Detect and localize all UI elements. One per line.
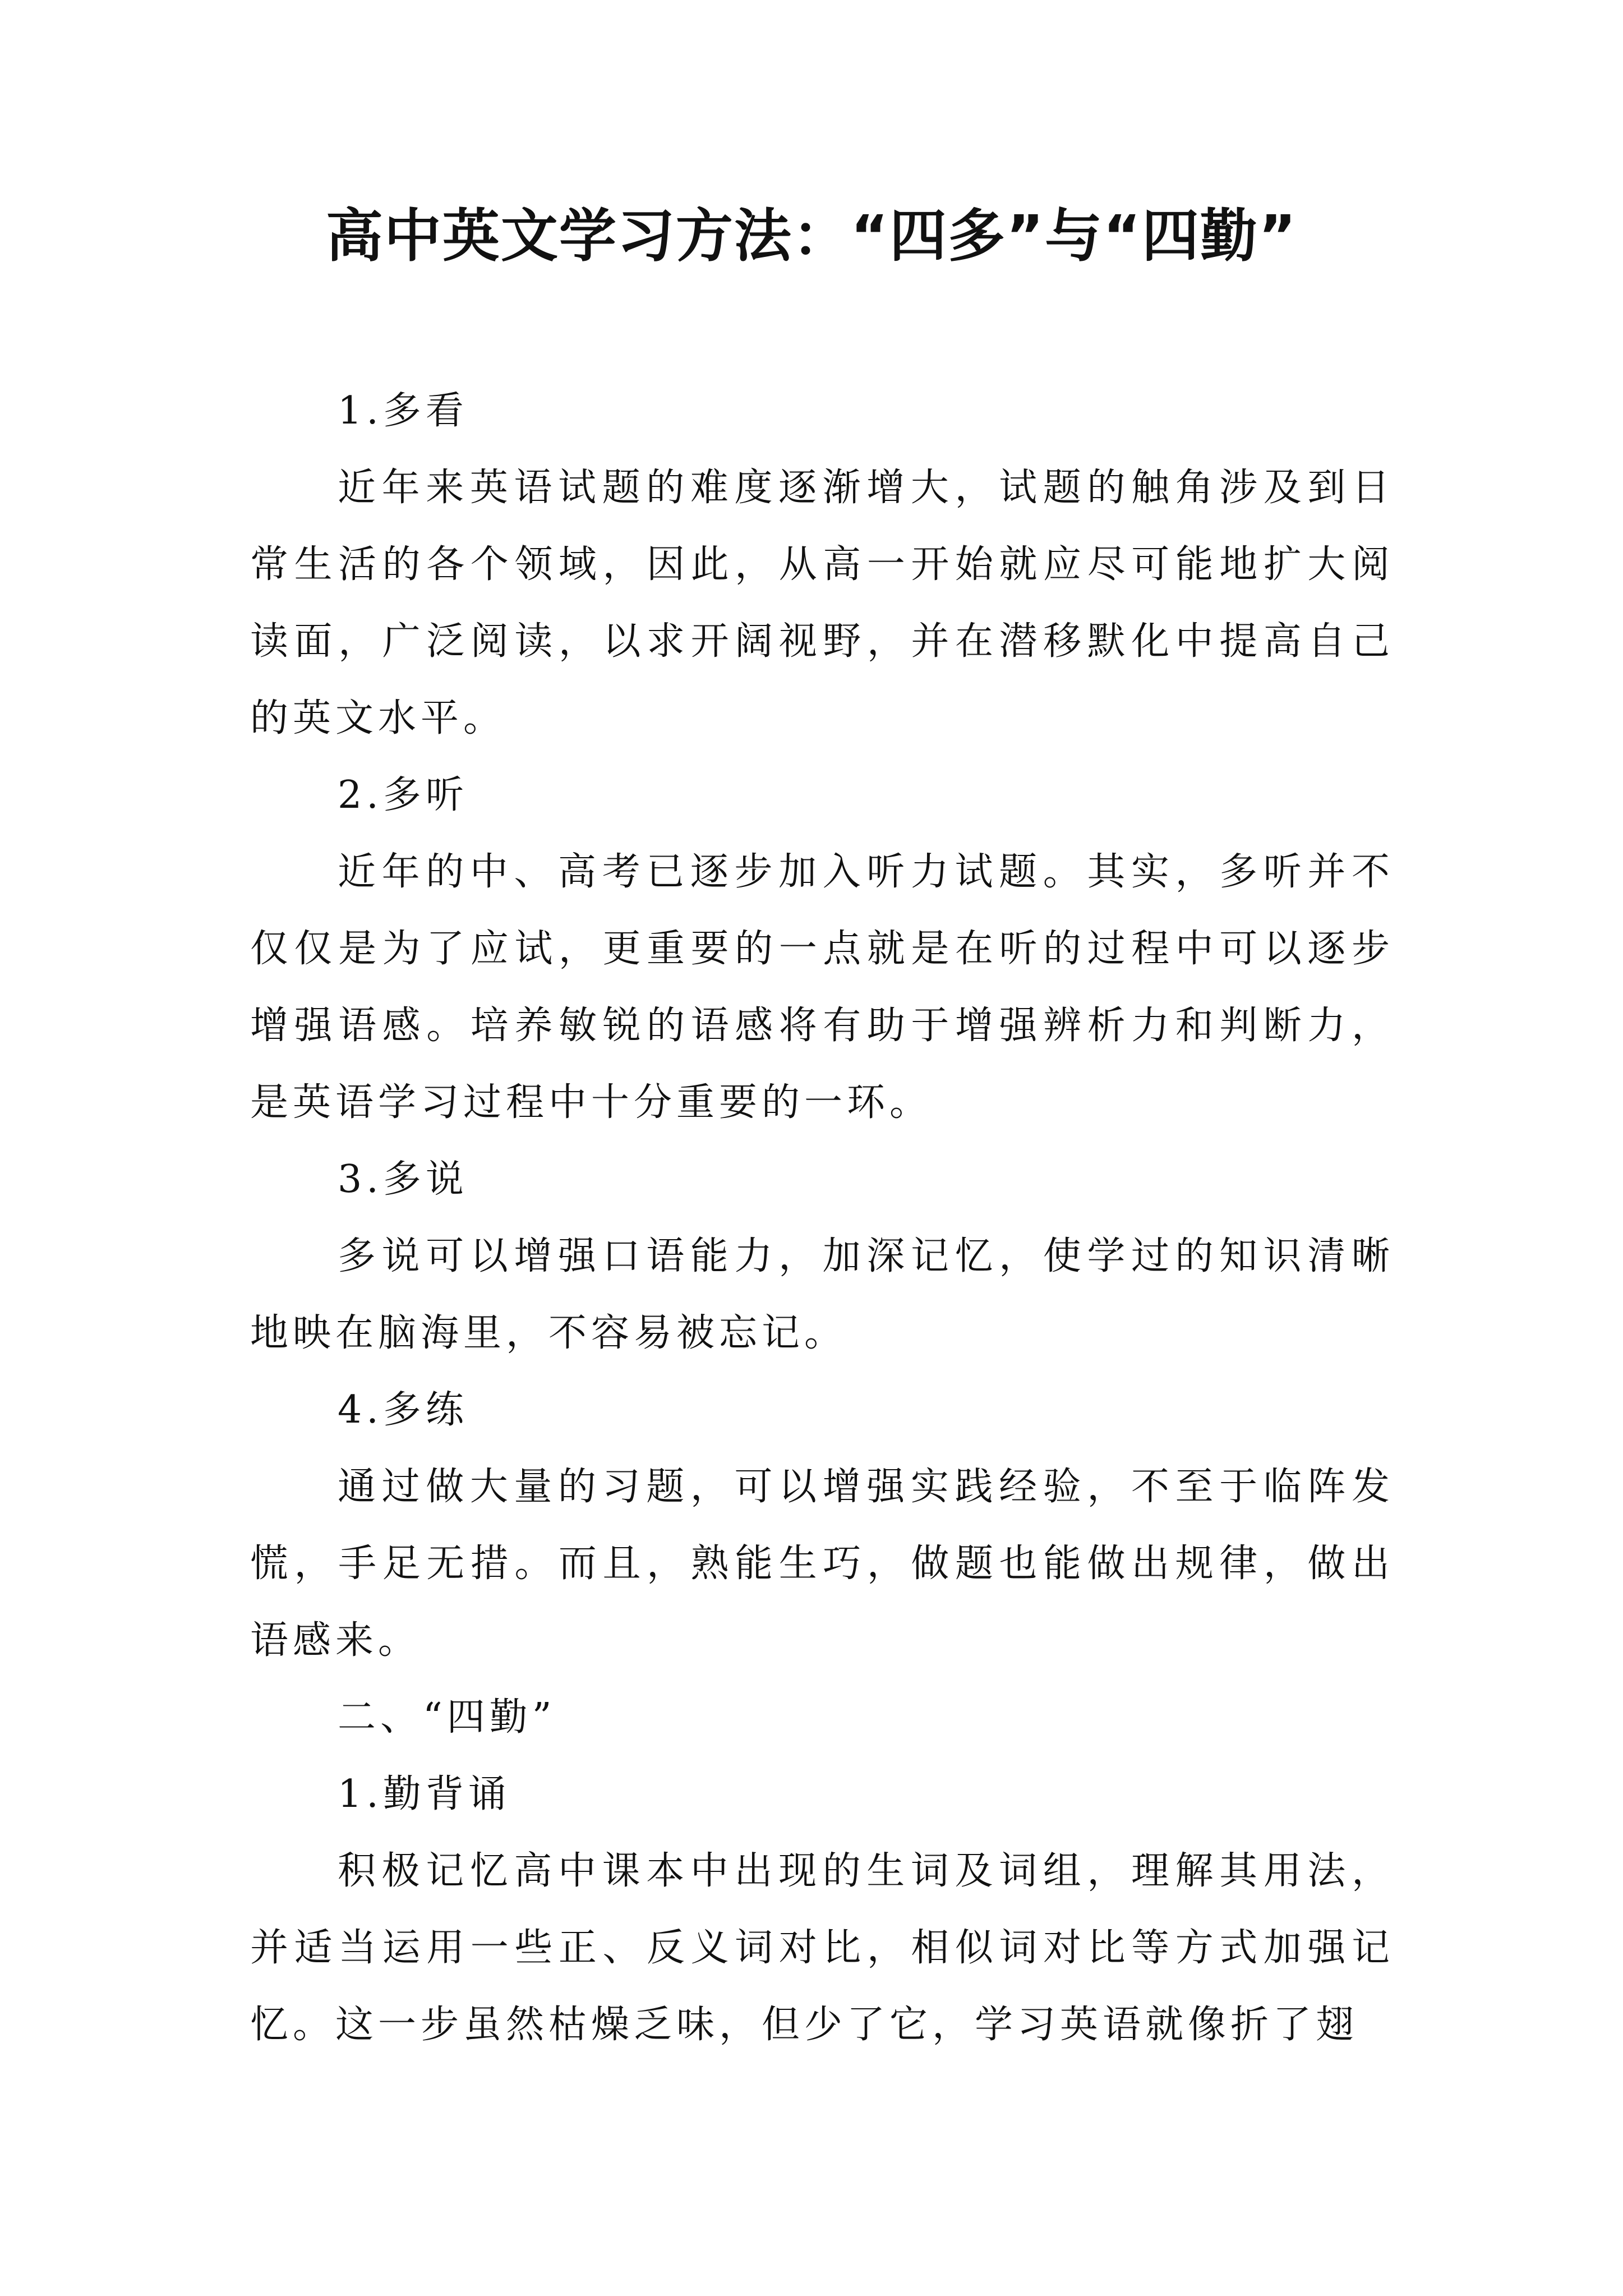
- paragraph-duoting: 近年的中、高考已逐步加入听力试题。其实，多听并不仅仅是为了应试，更重要的一点就是在听的过程中可以逐步增强语感。培养敏锐的语感将有助于增强辨析力和判断力，是英语学习过程中十分重要的一环。: [250, 850, 1394, 1125]
- document-title: 高中英文学习方法：“四多”与“四勤”: [325, 203, 1298, 270]
- paragraph-duolian: 通过做大量的习题，可以增强实践经验，不至于临阵发慌，手足无措。而且，熟能生巧，做题也能做出规律，做出语感来。: [250, 1465, 1394, 1663]
- section-heading-duoshuo: 3.多说: [338, 1157, 468, 1202]
- paragraph-qinbeisong: 积极记忆高中课本中出现的生词及词组，理解其用法，并适当运用一些正、反义词对比，相似词对比等方式加强记忆。这一步虽然枯燥乏味，但少了它，学习英语就像折了翅: [250, 1849, 1394, 2047]
- section-heading-qinbeisong: 1.勤背诵: [338, 1772, 511, 1816]
- paragraph-duoshuo: 多说可以增强口语能力，加深记忆，使学过的知识清晰地映在脑海里，不容易被忘记。: [250, 1234, 1394, 1355]
- document-body: [250, 372, 1394, 2063]
- section-heading-siqin: 二、“四勤”: [338, 1695, 556, 1740]
- paragraph-duokan: 近年来英语试题的难度逐渐增大，试题的触角涉及到日常生活的各个领域，因此，从高一开始就应尽可能地扩大阅读面，广泛阅读，以求开阔视野，并在潜移默化中提高自己的英文水平。: [250, 466, 1394, 740]
- section-heading-duolian: 4.多练: [338, 1388, 468, 1432]
- section-heading-duoting: 2.多听: [338, 773, 468, 817]
- section-heading-duokan: 1.多看: [338, 389, 468, 433]
